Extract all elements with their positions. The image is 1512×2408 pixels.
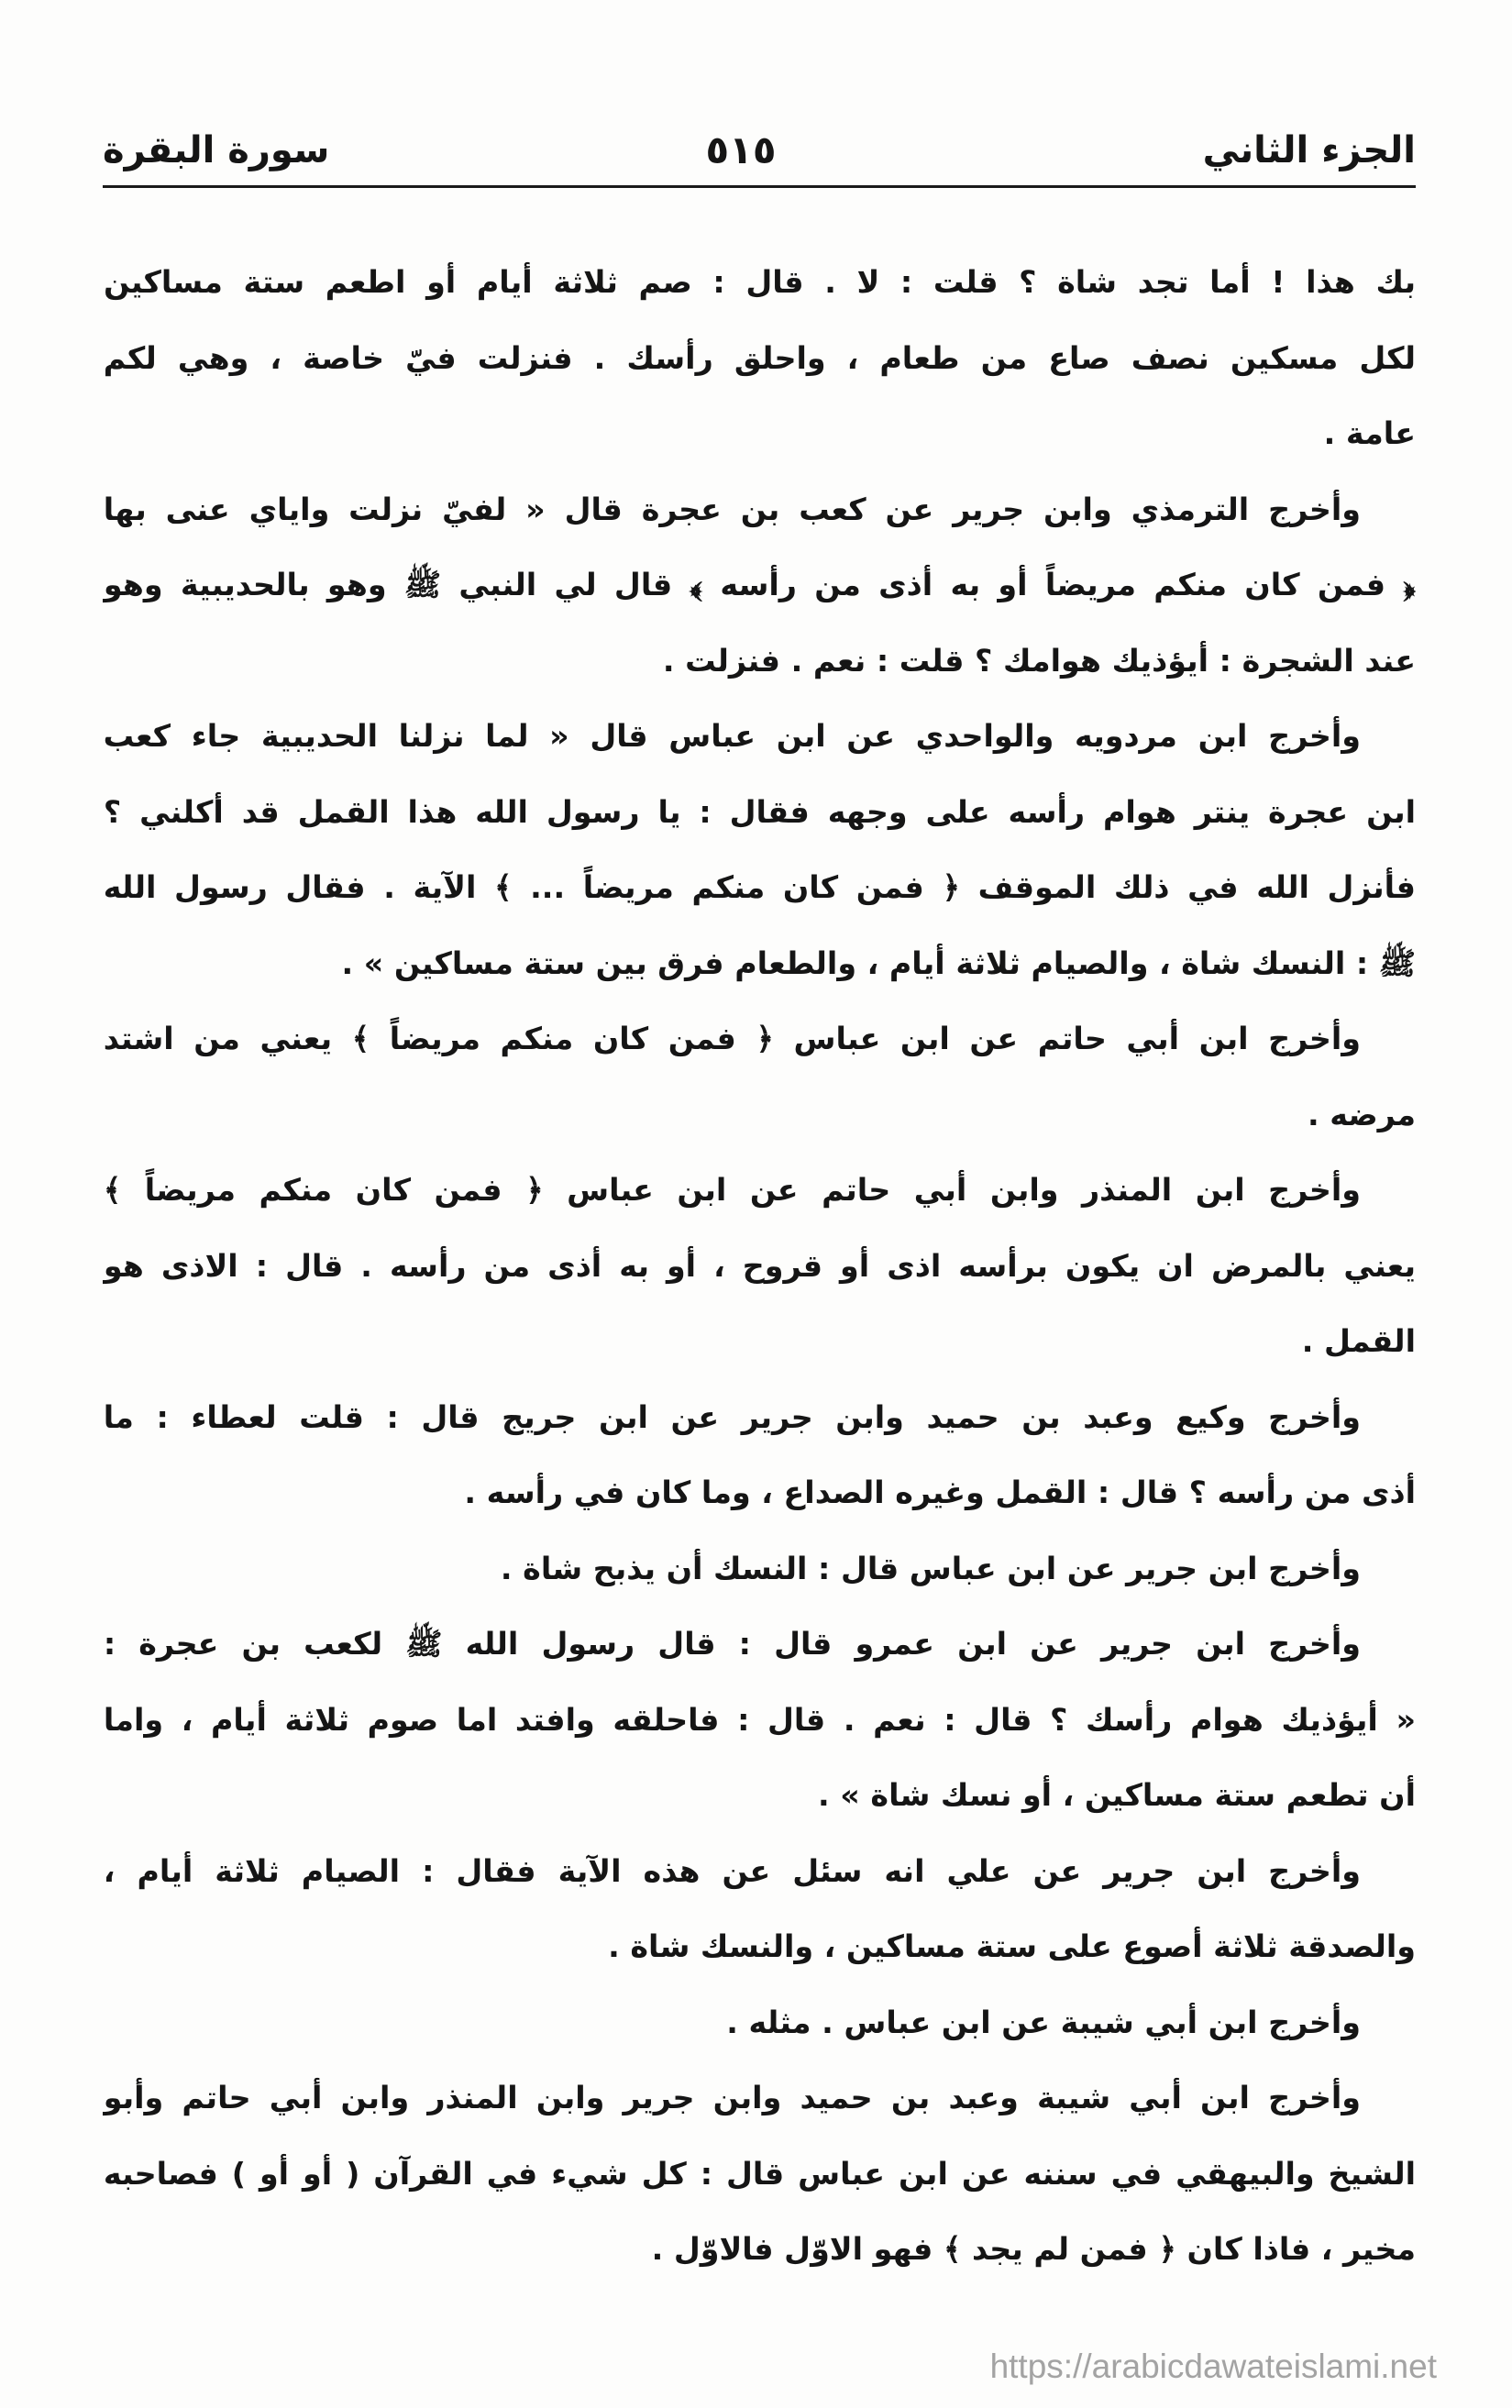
text-line: مخير ، فاذا كان ﴿ فمن لم يجد ﴾ فهو الاوّل فالاوّل . (651, 2231, 1416, 2267)
text-line: أن تطعم ستة مساكين ، أو نسك شاة » . (818, 1777, 1416, 1813)
text-line: والصدقة ثلاثة أصوع على ستة مساكين ، والنسك شاة . (608, 1928, 1416, 1964)
text-line: وأخرج ابن جرير عن ابن عباس قال : النسك أن يذبح شاة . (500, 1550, 1361, 1586)
header-part-label: الجزء الثاني (1202, 129, 1416, 171)
text-line: وأخرج ابن أبي شيبة عن ابن عباس . مثله . (726, 2004, 1361, 2040)
text-line: يعني بالمرض ان يكون برأسه اذى أو قروح ، أو به أذى من رأسه . قال : الاذى هو (103, 1247, 1416, 1284)
paragraph (103, 1834, 1416, 1985)
text-line: ﴿ فمن كان منكم مريضاً أو به أذى من رأسه ﴾ قال لي النبي ﷺ وهو بالحديبية وهو (103, 567, 1416, 602)
text-body (103, 245, 1416, 2288)
paragraph (103, 2060, 1416, 2288)
text-line: فأنزل الله في ذلك الموقف ﴿ فمن كان منكم مريضاً ... ﴾ الآية . فقال رسول الله (103, 869, 1416, 905)
text-line: وأخرج ابن جرير عن ابن عمرو قال : قال رسول الله ﷺ لكعب بن عجرة : (103, 1626, 1361, 1662)
text-line: القمل . (1301, 1323, 1416, 1359)
paragraph (103, 1001, 1416, 1153)
text-line: « أيؤذيك هوام رأسك ؟ قال : نعم . قال : فاحلقه وافتد اما صوم ثلاثة أيام ، واما (103, 1701, 1416, 1738)
text-line: وأخرج ابن أبي شيبة وعبد بن حميد وابن جرير وابن المنذر وابن أبي حاتم وأبو (103, 2080, 1361, 2115)
header-rule (103, 185, 1416, 188)
paragraph (103, 699, 1416, 1001)
text-line: لكل مسكين نصف صاع من طعام ، واحلق رأسك . فنزلت فيّ خاصة ، وهي لكم (103, 339, 1416, 376)
paragraph (103, 1985, 1416, 2061)
paragraph (103, 1153, 1416, 1380)
text-line: وأخرج الترمذي وابن جرير عن كعب بن عجرة قال « لفيّ نزلت واياي عنى بها (103, 491, 1361, 527)
text-line: عند الشجرة : أيؤذيك هوامك ؟ قلت : نعم . فنزلت . (662, 642, 1416, 679)
text-line: وأخرج ابن جرير عن علي انه سئل عن هذه الآية فقال : الصيام ثلاثة أيام ، (103, 1852, 1361, 1889)
page-number: ٥١٥ (705, 127, 777, 172)
header-surah-name: سورة البقرة (103, 129, 330, 171)
text-line: مرضه . (1308, 1096, 1416, 1132)
text-line: الشيخ والبيهقي في سننه عن ابن عباس قال : كل شيء في القرآن ( أو أو ) فصاحبه (103, 2155, 1416, 2192)
text-line: أذى من رأسه ؟ قال : القمل وغيره الصداع ، وما كان في رأسه . (464, 1475, 1416, 1510)
text-line: عامة . (1323, 415, 1416, 451)
text-line: ﷺ : النسك شاة ، والصيام ثلاثة أيام ، والطعام فرق بين ستة مساكين » . (341, 944, 1416, 981)
text-line: وأخرج وكيع وعبد بن حميد وابن جرير عن ابن جريج قال : قلت لعطاء : ما (103, 1398, 1361, 1435)
text-line: بك هذا ! أما تجد شاة ؟ قلت : لا . قال : صم ثلاثة أيام أو اطعم ستة مساكين (103, 264, 1416, 300)
paragraph (103, 1531, 1416, 1607)
text-line: وأخرج ابن المنذر وابن أبي حاتم عن ابن عباس ﴿ فمن كان منكم مريضاً ﴾ (103, 1172, 1361, 1208)
page-header (103, 117, 1416, 183)
paragraph (103, 1380, 1416, 1531)
text-line: وأخرج ابن مردويه والواحدي عن ابن عباس قال « لما نزلنا الحديبية جاء كعب (103, 718, 1361, 754)
paragraph (103, 245, 1416, 472)
watermark-url: https://arabicdawateislami.net (989, 2347, 1437, 2385)
paragraph (103, 472, 1416, 700)
text-line: ابن عجرة ينتر هوام رأسه على وجهه فقال : يا رسول الله هذا القمل قد أكلني ؟ (103, 793, 1416, 830)
paragraph (103, 1607, 1416, 1834)
text-line: وأخرج ابن أبي حاتم عن ابن عباس ﴿ فمن كان منكم مريضاً ﴾ يعني من اشتد (103, 1021, 1361, 1056)
